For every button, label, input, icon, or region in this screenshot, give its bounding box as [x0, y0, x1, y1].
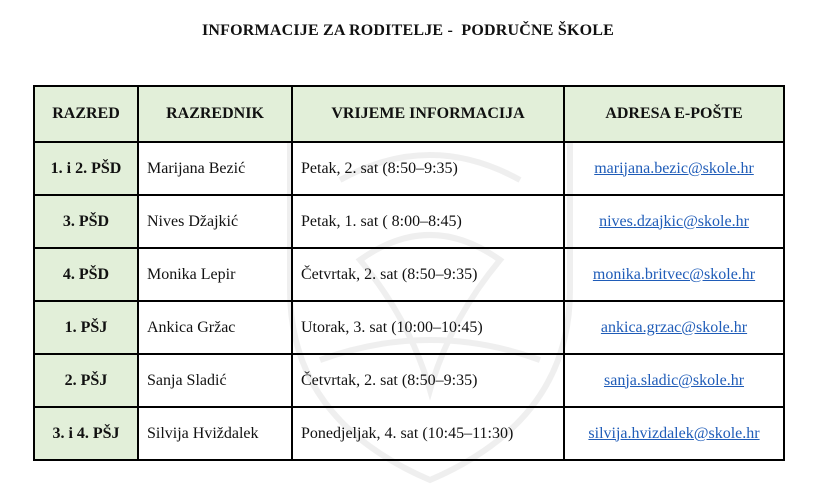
class-cell: 1. PŠJ	[34, 301, 138, 354]
table-row	[34, 248, 784, 301]
parent-info-table	[33, 85, 785, 461]
email-link[interactable]: marijana.bezic@skole.hr	[594, 159, 754, 177]
email-link[interactable]: nives.dzajkic@skole.hr	[599, 212, 749, 230]
header-vrijeme: VRIJEME INFORMACIJA	[292, 86, 564, 142]
class-cell: 4. PŠD	[34, 248, 138, 301]
email-cell	[564, 195, 784, 248]
teacher-cell: Sanja Sladić	[138, 354, 292, 407]
table-header-row	[34, 86, 784, 142]
teacher-cell: Silvija Hviždalek	[138, 407, 292, 460]
teacher-cell: Ankica Gržac	[138, 301, 292, 354]
teacher-cell: Nives Džajkić	[138, 195, 292, 248]
email-cell	[564, 142, 784, 195]
class-cell: 3. i 4. PŠJ	[34, 407, 138, 460]
table-row	[34, 301, 784, 354]
header-email: ADRESA E-POŠTE	[564, 86, 784, 142]
email-cell	[564, 407, 784, 460]
email-cell	[564, 248, 784, 301]
email-cell	[564, 354, 784, 407]
email-cell	[564, 301, 784, 354]
header-razrednik: RAZREDNIK	[138, 86, 292, 142]
email-link[interactable]: ankica.grzac@skole.hr	[600, 318, 748, 336]
time-cell: Petak, 1. sat ( 8:00–8:45)	[292, 195, 564, 248]
header-razred: RAZRED	[34, 86, 138, 142]
email-link[interactable]: sanja.sladic@skole.hr	[603, 371, 745, 389]
table-row	[34, 407, 784, 460]
class-cell: 2. PŠJ	[34, 354, 138, 407]
class-cell: 3. PŠD	[34, 195, 138, 248]
email-link[interactable]: silvija.hvizdalek@skole.hr	[588, 424, 760, 442]
table-row	[34, 195, 784, 248]
table-row	[34, 354, 784, 407]
teacher-cell: Marijana Bezić	[138, 142, 292, 195]
time-cell: Ponedjeljak, 4. sat (10:45–11:30)	[292, 407, 564, 460]
time-cell: Utorak, 3. sat (10:00–10:45)	[292, 301, 564, 354]
time-cell: Četvrtak, 2. sat (8:50–9:35)	[292, 248, 564, 301]
email-link[interactable]: monika.britvec@skole.hr	[592, 265, 756, 283]
page-title: INFORMACIJE ZA RODITELJE - PODRUČNE ŠKOLE	[201, 22, 614, 39]
time-cell: Četvrtak, 2. sat (8:50–9:35)	[292, 354, 564, 407]
teacher-cell: Monika Lepir	[138, 248, 292, 301]
class-cell: 1. i 2. PŠD	[34, 142, 138, 195]
time-cell: Petak, 2. sat (8:50–9:35)	[292, 142, 564, 195]
table-row	[34, 142, 784, 195]
